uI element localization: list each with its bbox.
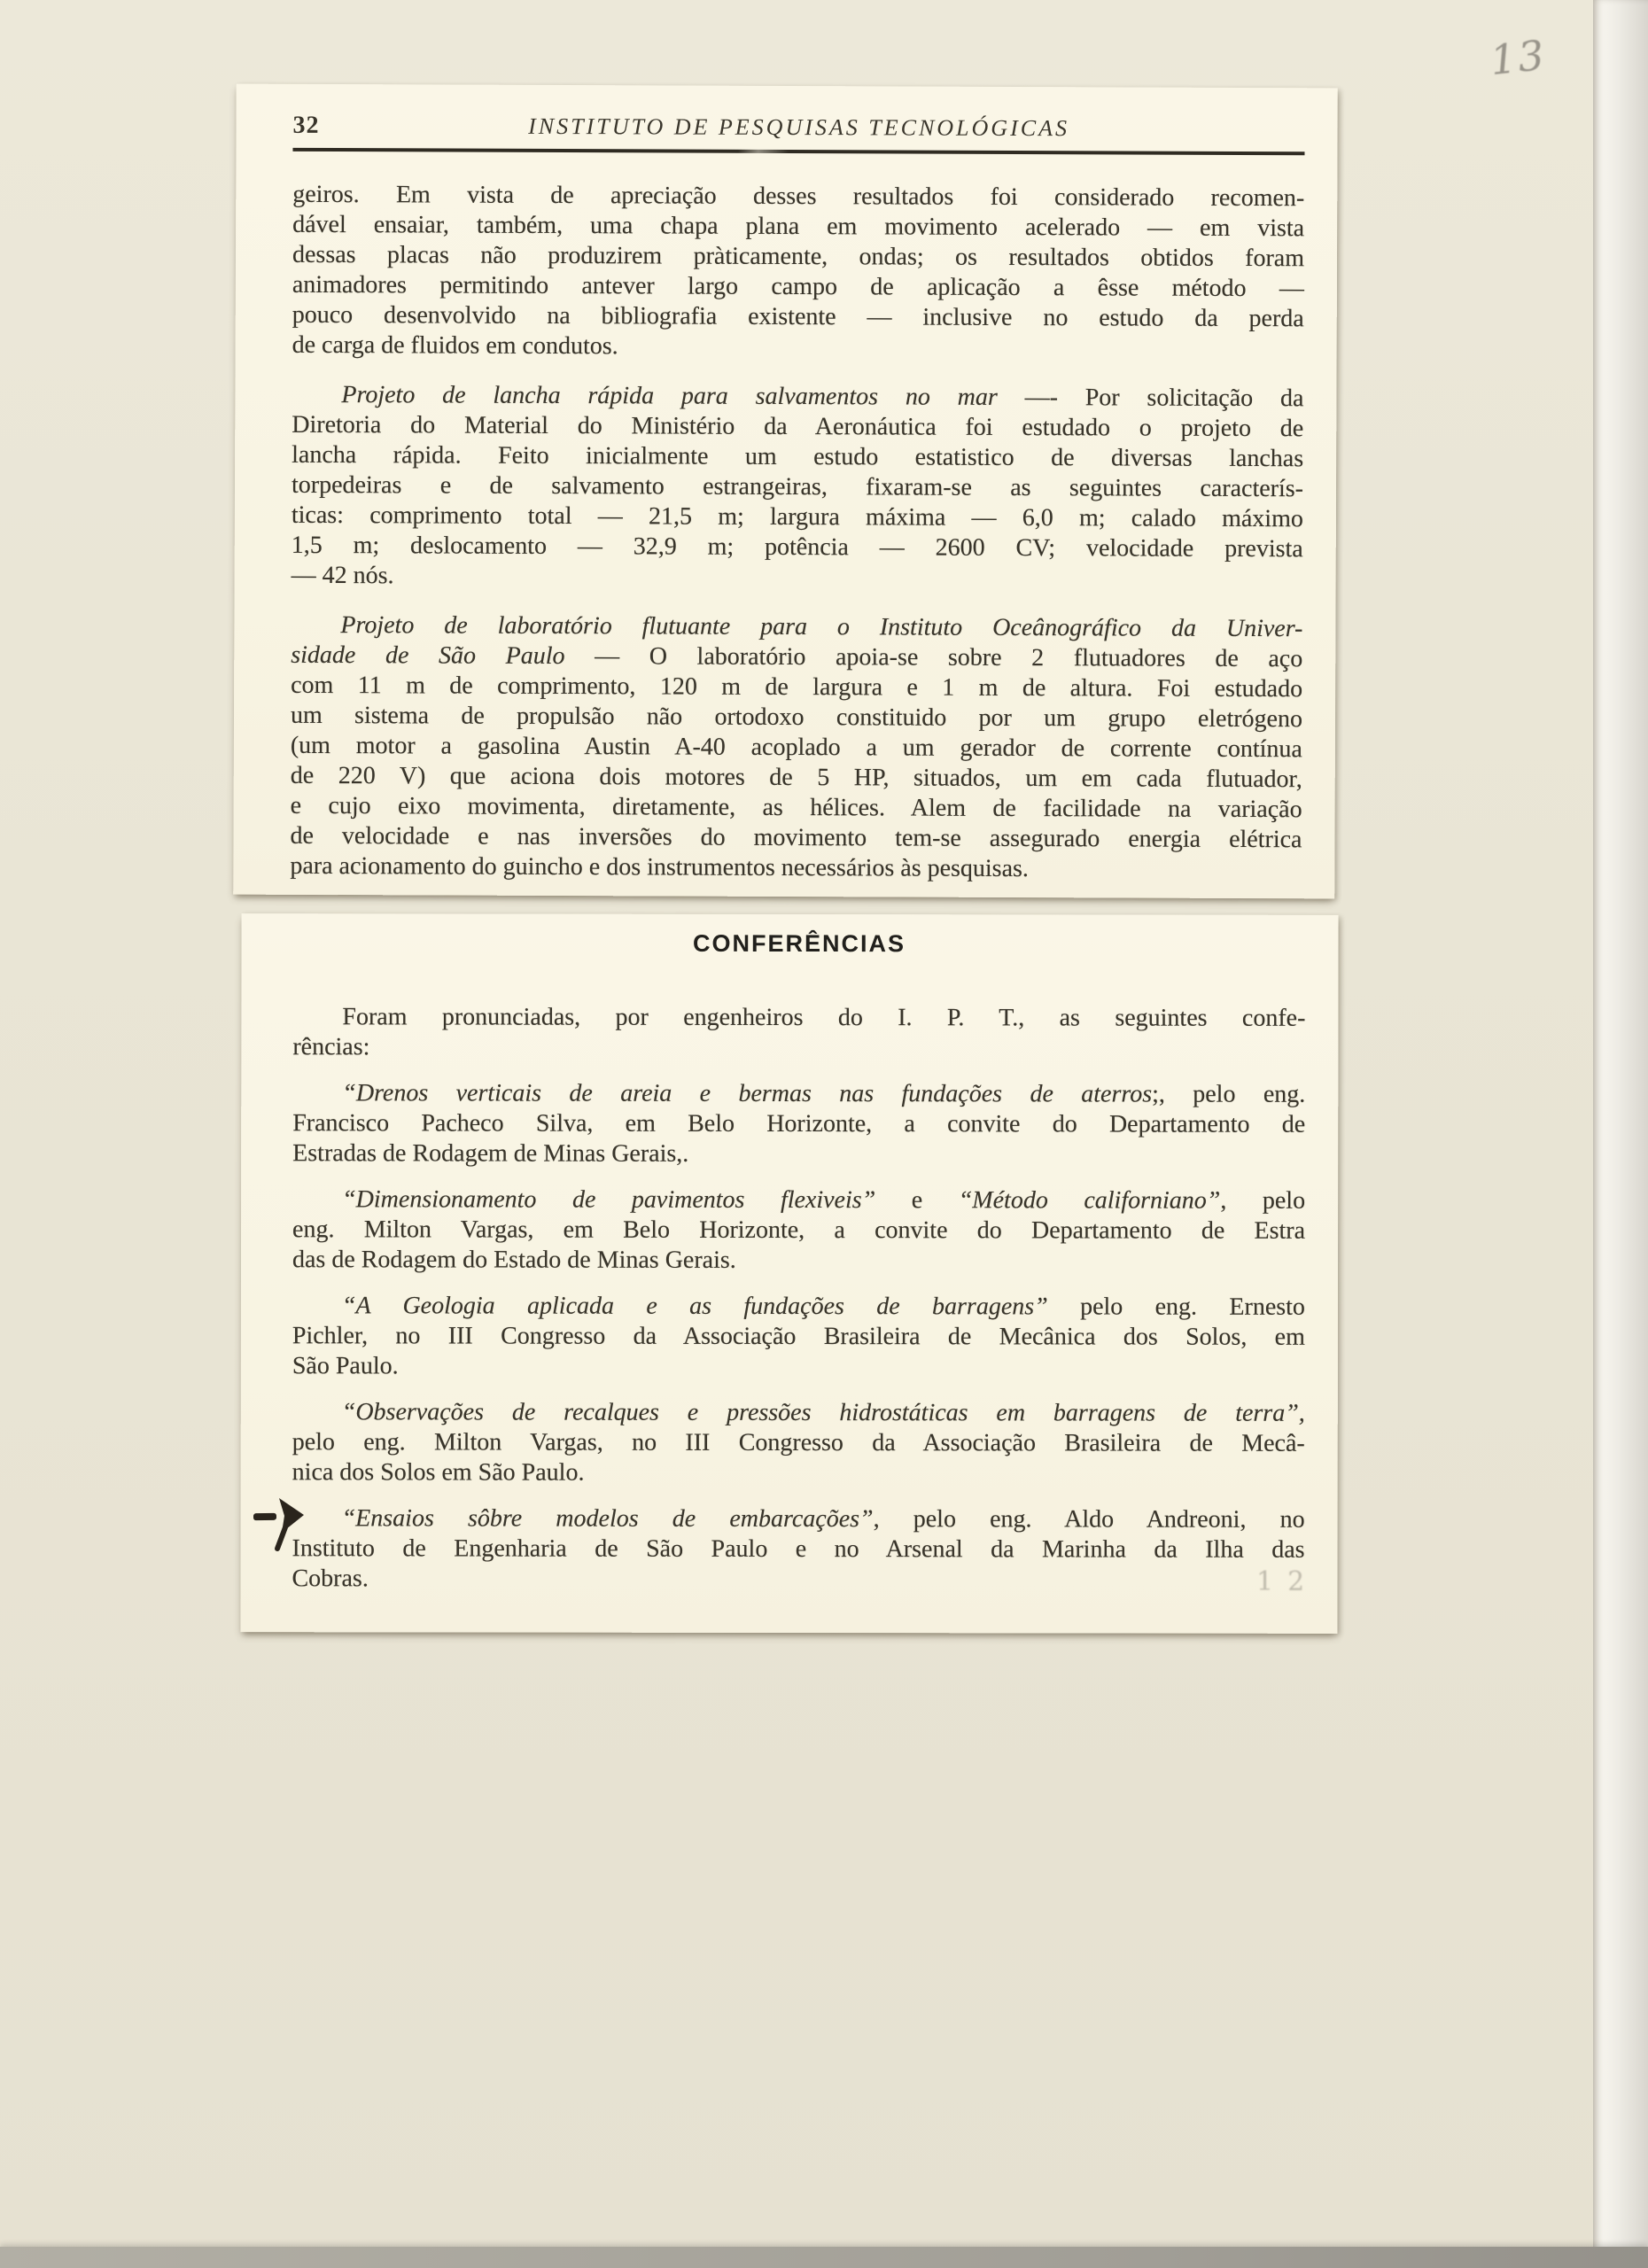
text-line: nica dos Solos em São Paulo.	[292, 1458, 585, 1487]
text-line: e cujo eixo movimenta, diretamente, as hélices. Alem de facilidade na variação	[290, 791, 1302, 824]
paragraph	[292, 1002, 1305, 1064]
clipping2-body	[292, 1002, 1305, 1596]
text-line: Instituto de Engenharia de São Paulo e no Arsenal da Marinha da Ilha das	[292, 1534, 1305, 1564]
text-line: de 220 V) que aciona dois motores de 5 HP, situados, um em cada flutuador,	[290, 761, 1302, 794]
text-line: sidade de São Paulo — O laboratório apoia-se sobre 2 flutuadores de aço	[291, 641, 1303, 673]
handwritten-page-number: 13	[1488, 30, 1549, 85]
text-line: Cobras.	[292, 1565, 369, 1593]
text-line: Projeto de laboratório flutuante para o Instituto Oceânográfico da Univer-	[340, 611, 1303, 643]
text-line: dável ensaiar, também, uma chapa plana em movimento acelerado — em vista	[292, 210, 1305, 243]
header-rule	[292, 148, 1304, 155]
paragraph	[290, 610, 1302, 885]
text-line: rências:	[292, 1033, 370, 1061]
text-line: Diretoria do Material do Ministério da Aeronáutica foi estudado o projeto de	[292, 410, 1304, 443]
text-line: lancha rápida. Feito inicialmente um estudo estatistico de diversas lanchas	[292, 440, 1304, 473]
clipping-top	[233, 84, 1338, 899]
text-line: Foram pronunciadas, por engenheiros do I. P. T., as seguintes confe-	[342, 1003, 1306, 1032]
paragraph	[292, 1503, 1304, 1596]
text-line: com 11 m de comprimento, 120 m de largura e 1 m de altura. Foi estudado	[291, 671, 1303, 703]
text-line: de carga de fluidos em condutos.	[292, 330, 618, 361]
page-number: 32	[292, 111, 320, 139]
text-line: animadores permitindo antever largo campo de aplicação a êsse método —	[292, 270, 1304, 303]
paragraph	[292, 180, 1305, 364]
text-line: pouco desenvolvido na bibliografia existente — inclusive no estudo da perda	[292, 300, 1304, 333]
text-line: Pichler, no III Congresso da Associação Brasileira de Mecânica dos Solos, em	[292, 1322, 1305, 1351]
text-line: “A Geologia aplicada e as fundações de barragens” pelo eng. Ernesto	[341, 1292, 1305, 1321]
running-title: INSTITUTO DE PESQUISAS TECNOLÓGICAS	[528, 113, 1070, 142]
text-line: um sistema de propulsão não ortodoxo constituido por um grupo eletrógeno	[290, 701, 1303, 734]
text-line: eng. Milton Vargas, em Belo Horizonte, a convite do Departamento de Estra	[292, 1216, 1306, 1245]
text-line: dessas placas não produzirem pràticamente, ondas; os resultados obtidos foram	[292, 240, 1305, 273]
text-line: “Dimensionamento de pavimentos flexiveis” e “Método californiano”, pelo	[342, 1185, 1306, 1215]
pencil-smudge: 12	[1256, 1566, 1319, 1597]
scan-edge-right	[1593, 0, 1648, 2268]
text-line: Projeto de lancha rápida para salvamentos no mar —- Por solicitação da	[341, 381, 1304, 413]
text-line: “Observações de recalques e pressões hidrostáticas em barragens de terra”,	[341, 1398, 1305, 1427]
text-line: 1,5 m; deslocamento — 32,9 m; potência — 2600 CV; velocidade prevista	[291, 531, 1303, 563]
paragraph	[292, 1184, 1305, 1277]
text-line: geiros. Em vista de apreciação desses resultados foi considerado recomen-	[292, 180, 1305, 213]
paragraph	[292, 1078, 1305, 1170]
section-heading: CONFERÊNCIAS	[692, 929, 906, 958]
text-line: das de Rodagem do Estado de Minas Gerais.	[292, 1246, 736, 1274]
text-line: pelo eng. Milton Vargas, no III Congresso da Associação Brasileira de Mecâ-	[292, 1428, 1305, 1457]
handdrawn-arrow-icon	[253, 1492, 305, 1552]
paragraph	[292, 1397, 1305, 1489]
text-line: torpedeiras e de salvamento estrangeiras, fixaram-se as seguintes caracterís-	[291, 470, 1304, 503]
text-line: — 42 nós.	[291, 561, 394, 590]
text-line: “Drenos verticais de areia e bermas nas fundações de aterros;, pelo eng.	[342, 1079, 1306, 1108]
clipping1-body	[290, 180, 1304, 885]
text-line: ticas: comprimento total — 21,5 m; largura máxima — 6,0 m; calado máximo	[291, 501, 1303, 533]
paragraph	[292, 380, 1304, 594]
text-line: “Ensaios sôbre modelos de embarcações”, pelo eng. Aldo Andreoni, no	[341, 1504, 1305, 1534]
scan-edge-bottom	[0, 2247, 1648, 2268]
text-line: Estradas de Rodagem de Minas Gerais,.	[292, 1139, 689, 1168]
paragraph	[292, 1291, 1305, 1383]
text-line: São Paulo.	[292, 1352, 399, 1380]
clipping-conferencias	[240, 913, 1338, 1634]
text-line: (um motor a gasolina Austin A-40 acoplado a um gerador de corrente contínua	[290, 731, 1302, 764]
text-line: de velocidade e nas inversões do movimento tem-se assegurado energia elétrica	[290, 821, 1302, 854]
running-header	[293, 111, 1305, 144]
text-line: Francisco Pacheco Silva, em Belo Horizonte, a convite do Departamento de	[292, 1109, 1306, 1138]
text-line: para acionamento do guincho e dos instrumentos necessários às pesquisas.	[290, 851, 1030, 883]
